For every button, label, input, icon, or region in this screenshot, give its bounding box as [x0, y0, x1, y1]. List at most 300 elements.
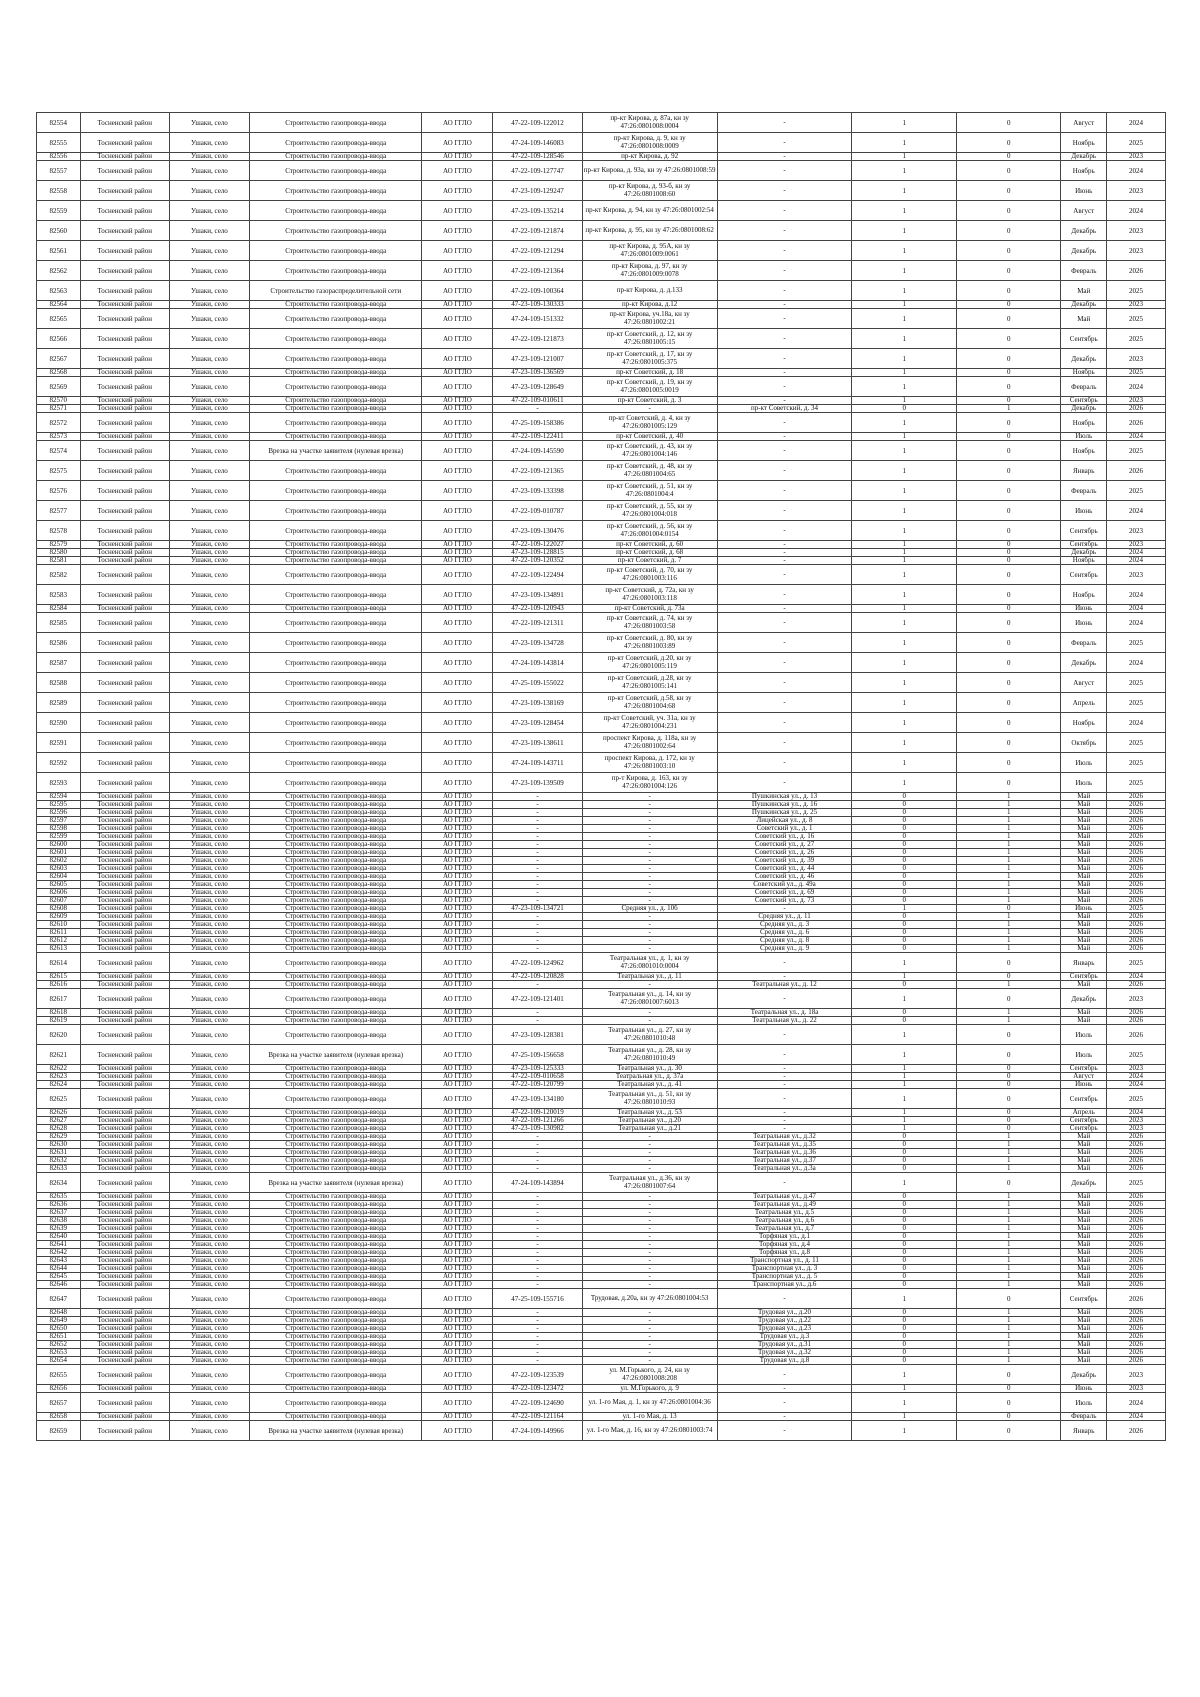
cell-row-number: 82607 — [37, 897, 81, 905]
cell-address-without-contract: - — [717, 549, 852, 557]
cell-year: 2025 — [1107, 753, 1166, 773]
cell-district: Тосненский район — [80, 857, 169, 865]
cell-month: Сентябрь — [1061, 1125, 1107, 1133]
table-row — [37, 413, 1166, 433]
cell-address-with-contract: - — [582, 981, 717, 989]
cell-address-without-contract: Театральная ул., д. 12 — [717, 981, 852, 989]
table-row — [37, 889, 1166, 897]
cell-year: 2026 — [1107, 873, 1166, 881]
cell-district: Тосненский район — [80, 441, 169, 461]
cell-settlement: Ушаки, село — [169, 1273, 249, 1281]
cell-address-without-contract: - — [717, 1025, 852, 1045]
cell-district: Тосненский район — [80, 1349, 169, 1357]
cell-contract-number: 47-22-109-120019 — [493, 1109, 582, 1117]
cell-district: Тосненский район — [80, 481, 169, 501]
cell-address-without-contract: - — [717, 1045, 852, 1065]
cell-address-without-contract: - — [717, 973, 852, 981]
cell-address-without-contract: - — [717, 369, 852, 377]
cell-organization: АО ГГЛО — [422, 521, 493, 541]
cell-row-number: 82626 — [37, 1109, 81, 1117]
cell-contract-number: - — [493, 913, 582, 921]
cell-organization: АО ГГЛО — [422, 773, 493, 793]
cell-address-without-contract: - — [717, 501, 852, 521]
cell-address-without-contract: - — [717, 653, 852, 673]
cell-year: 2026 — [1107, 1257, 1166, 1265]
cell-row-number: 82658 — [37, 1413, 81, 1421]
cell-address-without-contract: Средняя ул., д. 11 — [717, 913, 852, 921]
cell-count-without-contract: 0 — [956, 953, 1060, 973]
cell-organization: АО ГГЛО — [422, 1209, 493, 1217]
cell-year: 2024 — [1107, 201, 1166, 221]
cell-work-type: Строительство газопровода-ввода — [249, 1265, 421, 1273]
cell-count-without-contract: 1 — [956, 1241, 1060, 1249]
cell-organization: АО ГГЛО — [422, 733, 493, 753]
cell-row-number: 82618 — [37, 1009, 81, 1017]
cell-contract-number: 47-22-109-100364 — [493, 281, 582, 301]
cell-work-type: Строительство газопровода-ввода — [249, 1309, 421, 1317]
cell-row-number: 82587 — [37, 653, 81, 673]
cell-count-without-contract: 0 — [956, 241, 1060, 261]
cell-address-with-contract: пр-т Кирова, д. 163, кн зу 47:26:0801004:126 — [582, 773, 717, 793]
cell-settlement: Ушаки, село — [169, 281, 249, 301]
cell-row-number: 82593 — [37, 773, 81, 793]
cell-district: Тосненский район — [80, 613, 169, 633]
cell-month: Май — [1061, 1317, 1107, 1325]
cell-row-number: 82642 — [37, 1249, 81, 1257]
cell-count-with-contract: 0 — [852, 1133, 956, 1141]
cell-contract-number: 47-22-109-121294 — [493, 241, 582, 261]
cell-row-number: 82570 — [37, 397, 81, 405]
cell-address-with-contract: - — [582, 841, 717, 849]
cell-count-with-contract: 0 — [852, 825, 956, 833]
cell-address-with-contract: Театральная ул., д. 14, кн зу 47:26:0801007:6013 — [582, 989, 717, 1009]
cell-district: Тосненский район — [80, 1149, 169, 1157]
cell-settlement: Ушаки, село — [169, 653, 249, 673]
cell-address-with-contract: пр-кт Кирова, д. 93а, кн зу 47:26:0801008:59 — [582, 161, 717, 181]
cell-contract-number: - — [493, 1325, 582, 1333]
cell-work-type: Строительство газопровода-ввода — [249, 1281, 421, 1289]
cell-count-without-contract: 0 — [956, 201, 1060, 221]
cell-month: Июнь — [1061, 605, 1107, 613]
cell-year: 2024 — [1107, 557, 1166, 565]
cell-address-with-contract: пр-кт Советский, д. 72а, кн зу 47:26:0801003:118 — [582, 585, 717, 605]
cell-count-with-contract: 1 — [852, 773, 956, 793]
cell-work-type: Строительство газопровода-ввода — [249, 945, 421, 953]
cell-contract-number: - — [493, 1317, 582, 1325]
cell-district: Тосненский район — [80, 1281, 169, 1289]
cell-settlement: Ушаки, село — [169, 1165, 249, 1173]
cell-count-with-contract: 1 — [852, 309, 956, 329]
cell-work-type: Строительство газопровода-ввода — [249, 817, 421, 825]
cell-year: 2026 — [1107, 889, 1166, 897]
cell-contract-number: 47-23-109-130333 — [493, 301, 582, 309]
cell-month: Январь — [1061, 1421, 1107, 1441]
table-row — [37, 865, 1166, 873]
cell-address-without-contract: - — [717, 773, 852, 793]
cell-row-number: 82561 — [37, 241, 81, 261]
cell-address-without-contract: - — [717, 113, 852, 133]
cell-row-number: 82655 — [37, 1365, 81, 1385]
cell-count-without-contract: 0 — [956, 1125, 1060, 1133]
cell-address-without-contract: - — [717, 397, 852, 405]
cell-organization: АО ГГЛО — [422, 857, 493, 865]
cell-contract-number: 47-23-109-121007 — [493, 349, 582, 369]
table-row — [37, 1241, 1166, 1249]
cell-settlement: Ушаки, село — [169, 921, 249, 929]
cell-month: Апрель — [1061, 693, 1107, 713]
cell-address-with-contract: - — [582, 801, 717, 809]
cell-month: Май — [1061, 921, 1107, 929]
cell-year: 2026 — [1107, 849, 1166, 857]
cell-count-with-contract: 1 — [852, 653, 956, 673]
cell-month: Май — [1061, 801, 1107, 809]
cell-address-without-contract: Торфяная ул., д.8 — [717, 1249, 852, 1257]
cell-row-number: 82592 — [37, 753, 81, 773]
cell-row-number: 82613 — [37, 945, 81, 953]
cell-address-with-contract: - — [582, 1201, 717, 1209]
table-row — [37, 1225, 1166, 1233]
cell-work-type: Врезка на участке заявителя (нулевая врезка) — [249, 1045, 421, 1065]
table-row — [37, 1365, 1166, 1385]
cell-work-type: Строительство газопровода-ввода — [249, 857, 421, 865]
cell-address-with-contract: Театральная ул., д. 1, кн зу 47:26:0801010:0004 — [582, 953, 717, 973]
cell-organization: АО ГГЛО — [422, 1217, 493, 1225]
cell-address-without-contract: - — [717, 441, 852, 461]
cell-district: Тосненский район — [80, 825, 169, 833]
cell-organization: АО ГГЛО — [422, 1289, 493, 1309]
table-row — [37, 557, 1166, 565]
cell-work-type: Строительство газопровода-ввода — [249, 1349, 421, 1357]
cell-organization: АО ГГЛО — [422, 1249, 493, 1257]
cell-organization: АО ГГЛО — [422, 1045, 493, 1065]
cell-count-with-contract: 0 — [852, 873, 956, 881]
table-row — [37, 973, 1166, 981]
cell-district: Тосненский район — [80, 809, 169, 817]
cell-contract-number: 47-22-109-010611 — [493, 397, 582, 405]
cell-year: 2026 — [1107, 1193, 1166, 1201]
cell-district: Тосненский район — [80, 281, 169, 301]
cell-contract-number: - — [493, 1165, 582, 1173]
table-row — [37, 309, 1166, 329]
cell-row-number: 82603 — [37, 865, 81, 873]
cell-contract-number: 47-23-109-135214 — [493, 201, 582, 221]
cell-address-without-contract: - — [717, 433, 852, 441]
cell-year: 2024 — [1107, 613, 1166, 633]
cell-contract-number: - — [493, 865, 582, 873]
cell-contract-number: - — [493, 1257, 582, 1265]
cell-work-type: Строительство газопровода-ввода — [249, 1081, 421, 1089]
cell-year: 2026 — [1107, 1217, 1166, 1225]
cell-settlement: Ушаки, село — [169, 557, 249, 565]
cell-settlement: Ушаки, село — [169, 841, 249, 849]
cell-settlement: Ушаки, село — [169, 1125, 249, 1133]
table-row — [37, 329, 1166, 349]
cell-count-without-contract: 0 — [956, 693, 1060, 713]
cell-month: Ноябрь — [1061, 441, 1107, 461]
cell-work-type: Строительство газопровода-ввода — [249, 201, 421, 221]
cell-work-type: Строительство газопровода-ввода — [249, 1117, 421, 1125]
cell-address-with-contract: - — [582, 921, 717, 929]
cell-address-without-contract: Театральная ул., д.47 — [717, 1193, 852, 1201]
cell-month: Май — [1061, 1333, 1107, 1341]
cell-contract-number: 47-23-109-128649 — [493, 377, 582, 397]
cell-contract-number: 47-22-109-120799 — [493, 1081, 582, 1089]
cell-settlement: Ушаки, село — [169, 889, 249, 897]
cell-address-without-contract: Трудовая ул., д.23 — [717, 1325, 852, 1333]
cell-district: Тосненский район — [80, 793, 169, 801]
cell-address-without-contract: - — [717, 281, 852, 301]
cell-row-number: 82634 — [37, 1173, 81, 1193]
table-row — [37, 1333, 1166, 1341]
cell-work-type: Строительство газопровода-ввода — [249, 241, 421, 261]
cell-row-number: 82632 — [37, 1157, 81, 1165]
cell-count-with-contract: 1 — [852, 1045, 956, 1065]
cell-month: Май — [1061, 793, 1107, 801]
cell-organization: АО ГГЛО — [422, 1325, 493, 1333]
cell-month: Май — [1061, 981, 1107, 989]
cell-address-without-contract: Советский ул., д. 69 — [717, 889, 852, 897]
cell-address-without-contract: - — [717, 613, 852, 633]
cell-settlement: Ушаки, село — [169, 929, 249, 937]
cell-settlement: Ушаки, село — [169, 981, 249, 989]
cell-address-without-contract: - — [717, 557, 852, 565]
cell-year: 2025 — [1107, 1173, 1166, 1193]
cell-organization: АО ГГЛО — [422, 281, 493, 301]
cell-address-with-contract: Театральная ул., д. 28, кн зу 47:26:0801010:49 — [582, 1045, 717, 1065]
cell-address-without-contract: - — [717, 301, 852, 309]
cell-contract-number: 47-22-109-123539 — [493, 1365, 582, 1385]
cell-row-number: 82649 — [37, 1317, 81, 1325]
cell-month: Сентябрь — [1061, 1089, 1107, 1109]
cell-work-type: Строительство газопровода-ввода — [249, 981, 421, 989]
cell-settlement: Ушаки, село — [169, 1289, 249, 1309]
cell-district: Тосненский район — [80, 1193, 169, 1201]
cell-address-without-contract: - — [717, 1413, 852, 1421]
cell-contract-number: 47-23-109-134891 — [493, 585, 582, 605]
cell-count-with-contract: 1 — [852, 953, 956, 973]
cell-row-number: 82594 — [37, 793, 81, 801]
table-row — [37, 549, 1166, 557]
cell-row-number: 82590 — [37, 713, 81, 733]
table-row — [37, 441, 1166, 461]
cell-work-type: Строительство газопровода-ввода — [249, 161, 421, 181]
cell-year: 2026 — [1107, 1157, 1166, 1165]
table-row — [37, 1081, 1166, 1089]
cell-settlement: Ушаки, село — [169, 833, 249, 841]
cell-address-with-contract: пр-кт Советский, д. 4, кн зу 47:26:0801005:129 — [582, 413, 717, 433]
cell-count-without-contract: 1 — [956, 1317, 1060, 1325]
cell-address-with-contract: - — [582, 1217, 717, 1225]
cell-count-without-contract: 1 — [956, 1273, 1060, 1281]
cell-organization: АО ГГЛО — [422, 921, 493, 929]
cell-address-with-contract: пр-кт Кирова, д. 87а, кн зу 47:26:0801008:0004 — [582, 113, 717, 133]
cell-month: Август — [1061, 1073, 1107, 1081]
cell-contract-number: 47-25-109-155022 — [493, 673, 582, 693]
cell-address-without-contract: - — [717, 541, 852, 549]
cell-row-number: 82581 — [37, 557, 81, 565]
cell-address-with-contract: - — [582, 1209, 717, 1217]
cell-contract-number: 47-22-109-120943 — [493, 605, 582, 613]
cell-address-with-contract: Театральная ул., д. 51, кн зу 47:26:0801010:93 — [582, 1089, 717, 1109]
cell-address-with-contract: - — [582, 1157, 717, 1165]
cell-address-with-contract: пр-кт Советский, д. 43, кн зу 47:26:0801004:146 — [582, 441, 717, 461]
cell-year: 2023 — [1107, 1125, 1166, 1133]
cell-count-without-contract: 0 — [956, 181, 1060, 201]
cell-row-number: 82584 — [37, 605, 81, 613]
cell-work-type: Строительство газопровода-ввода — [249, 1317, 421, 1325]
cell-month: Май — [1061, 865, 1107, 873]
cell-count-with-contract: 0 — [852, 849, 956, 857]
cell-count-without-contract: 1 — [956, 937, 1060, 945]
cell-year: 2026 — [1107, 1265, 1166, 1273]
cell-settlement: Ушаки, село — [169, 1217, 249, 1225]
cell-address-with-contract: пр-кт Кирова, уч.18а, кн зу 47:26:0801002:21 — [582, 309, 717, 329]
cell-organization: АО ГГЛО — [422, 841, 493, 849]
cell-organization: АО ГГЛО — [422, 557, 493, 565]
cell-settlement: Ушаки, село — [169, 1045, 249, 1065]
cell-address-without-contract: Трудовая ул., д.32 — [717, 1349, 852, 1357]
cell-settlement: Ушаки, село — [169, 773, 249, 793]
cell-count-without-contract: 0 — [956, 521, 1060, 541]
cell-month: Февраль — [1061, 1413, 1107, 1421]
cell-year: 2023 — [1107, 241, 1166, 261]
cell-count-without-contract: 0 — [956, 309, 1060, 329]
cell-month: Май — [1061, 825, 1107, 833]
cell-row-number: 82555 — [37, 133, 81, 153]
cell-district: Тосненский район — [80, 1333, 169, 1341]
cell-year: 2026 — [1107, 865, 1166, 873]
cell-work-type: Строительство газопровода-ввода — [249, 541, 421, 549]
cell-work-type: Строительство газопровода-ввода — [249, 153, 421, 161]
cell-row-number: 82563 — [37, 281, 81, 301]
cell-district: Тосненский район — [80, 1413, 169, 1421]
cell-work-type: Строительство газопровода-ввода — [249, 693, 421, 713]
cell-count-with-contract: 0 — [852, 1349, 956, 1357]
cell-work-type: Строительство газопровода-ввода — [249, 1217, 421, 1225]
cell-address-with-contract: пр-кт Советский, д. 74, кн зу 47:26:0801003:58 — [582, 613, 717, 633]
cell-work-type: Строительство газопровода-ввода — [249, 585, 421, 605]
cell-settlement: Ушаки, село — [169, 1225, 249, 1233]
cell-row-number: 82558 — [37, 181, 81, 201]
cell-work-type: Строительство газораспределительной сети — [249, 281, 421, 301]
cell-address-with-contract: пр-кт Кирова, д. 97, кн зу 47:26:0801009:0078 — [582, 261, 717, 281]
cell-organization: АО ГГЛО — [422, 541, 493, 549]
table-row — [37, 981, 1166, 989]
cell-district: Тосненский район — [80, 201, 169, 221]
cell-work-type: Строительство газопровода-ввода — [249, 221, 421, 241]
cell-work-type: Строительство газопровода-ввода — [249, 1341, 421, 1349]
table-row — [37, 897, 1166, 905]
cell-count-with-contract: 1 — [852, 541, 956, 549]
cell-month: Май — [1061, 809, 1107, 817]
cell-year: 2024 — [1107, 653, 1166, 673]
table-row — [37, 161, 1166, 181]
cell-count-with-contract: 1 — [852, 181, 956, 201]
cell-address-with-contract: - — [582, 1249, 717, 1257]
cell-address-without-contract: Торфяная ул., д.1 — [717, 1233, 852, 1241]
cell-organization: АО ГГЛО — [422, 1225, 493, 1233]
cell-count-without-contract: 0 — [956, 501, 1060, 521]
cell-address-without-contract: Транспортная ул., д. 3 — [717, 1265, 852, 1273]
cell-count-with-contract: 0 — [852, 1157, 956, 1165]
table-row — [37, 261, 1166, 281]
cell-count-without-contract: 0 — [956, 557, 1060, 565]
table-row — [37, 1109, 1166, 1117]
cell-district: Тосненский район — [80, 261, 169, 281]
cell-address-without-contract: - — [717, 693, 852, 713]
cell-contract-number: 47-22-109-121401 — [493, 989, 582, 1009]
cell-work-type: Строительство газопровода-ввода — [249, 1249, 421, 1257]
table-row — [37, 1357, 1166, 1365]
cell-month: Июнь — [1061, 613, 1107, 633]
cell-month: Май — [1061, 937, 1107, 945]
cell-row-number: 82601 — [37, 849, 81, 857]
table-row — [37, 1125, 1166, 1133]
cell-settlement: Ушаки, село — [169, 937, 249, 945]
cell-year: 2026 — [1107, 405, 1166, 413]
cell-year: 2026 — [1107, 1333, 1166, 1341]
cell-address-with-contract: - — [582, 817, 717, 825]
cell-address-without-contract: Театральная ул., д.37 — [717, 1157, 852, 1165]
cell-district: Тосненский район — [80, 733, 169, 753]
cell-address-with-contract: пр-кт Кирова, д. 93-б, кн зу 47:26:0801008:60 — [582, 181, 717, 201]
cell-contract-number: - — [493, 881, 582, 889]
cell-year: 2026 — [1107, 1233, 1166, 1241]
cell-year: 2024 — [1107, 501, 1166, 521]
cell-row-number: 82572 — [37, 413, 81, 433]
cell-work-type: Строительство газопровода-ввода — [249, 1289, 421, 1309]
cell-district: Тосненский район — [80, 1217, 169, 1225]
cell-month: Декабрь — [1061, 221, 1107, 241]
cell-work-type: Строительство газопровода-ввода — [249, 953, 421, 973]
cell-district: Тосненский район — [80, 1249, 169, 1257]
cell-contract-number: 47-22-109-124690 — [493, 1393, 582, 1413]
cell-organization: АО ГГЛО — [422, 1357, 493, 1365]
cell-address-without-contract: Советский ул., д. 46 — [717, 873, 852, 881]
cell-count-with-contract: 1 — [852, 133, 956, 153]
cell-count-with-contract: 0 — [852, 801, 956, 809]
cell-organization: АО ГГЛО — [422, 981, 493, 989]
cell-district: Тосненский район — [80, 413, 169, 433]
cell-organization: АО ГГЛО — [422, 1165, 493, 1173]
cell-address-with-contract: - — [582, 1357, 717, 1365]
cell-count-without-contract: 0 — [956, 221, 1060, 241]
table-row — [37, 773, 1166, 793]
cell-address-without-contract: Средняя ул., д. 9 — [717, 945, 852, 953]
cell-year: 2026 — [1107, 793, 1166, 801]
cell-settlement: Ушаки, село — [169, 857, 249, 865]
table-row — [37, 461, 1166, 481]
cell-count-without-contract: 0 — [956, 1081, 1060, 1089]
cell-row-number: 82625 — [37, 1089, 81, 1109]
cell-count-with-contract: 1 — [852, 693, 956, 713]
table-row — [37, 133, 1166, 153]
cell-work-type: Строительство газопровода-ввода — [249, 261, 421, 281]
cell-month: Май — [1061, 945, 1107, 953]
cell-row-number: 82614 — [37, 953, 81, 973]
cell-contract-number: - — [493, 945, 582, 953]
cell-work-type: Строительство газопровода-ввода — [249, 773, 421, 793]
cell-address-with-contract: Театральная ул., д. 30 — [582, 1065, 717, 1073]
cell-count-with-contract: 1 — [852, 633, 956, 653]
cell-address-with-contract: пр-кт Советский, д. 40 — [582, 433, 717, 441]
cell-count-with-contract: 1 — [852, 113, 956, 133]
cell-month: Февраль — [1061, 481, 1107, 501]
cell-address-without-contract: - — [717, 1117, 852, 1125]
cell-work-type: Строительство газопровода-ввода — [249, 605, 421, 613]
cell-address-without-contract: Транспортная ул., д.6 — [717, 1281, 852, 1289]
cell-month: Май — [1061, 873, 1107, 881]
